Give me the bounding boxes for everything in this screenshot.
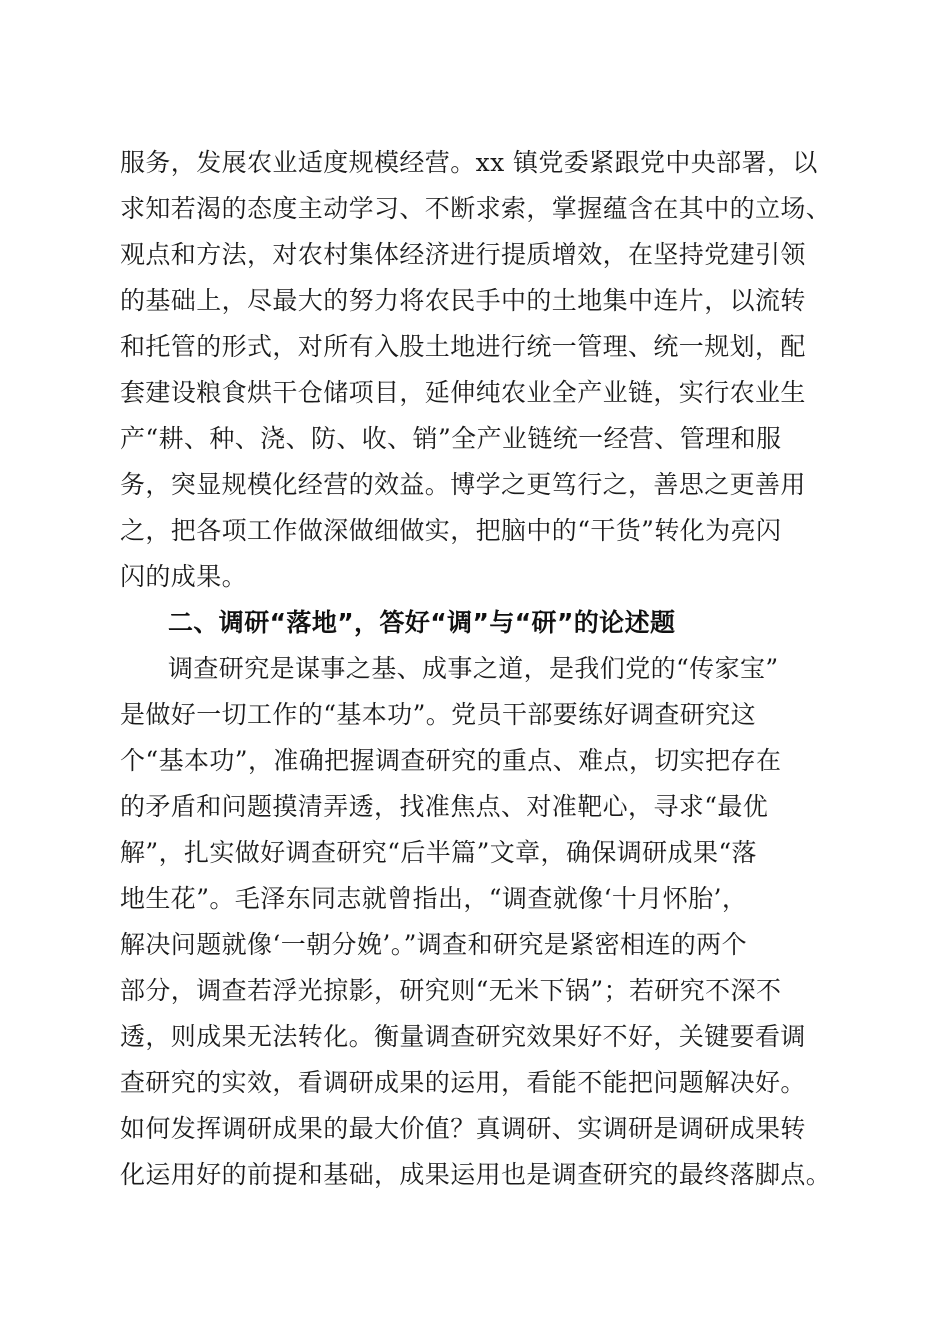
- paragraph-line: 套建设粮食烘干仓储项目，延伸纯农业全产业链，实行农业生: [120, 378, 806, 407]
- paragraph-line: 产“耕、种、浇、防、收、销”全产业链统一经营、管理和服: [120, 424, 782, 453]
- paragraph-line: 调查研究是谋事之基、成事之道，是我们党的“传家宝”: [168, 654, 779, 683]
- paragraph-line: 个“基本功”，准确把握调查研究的重点、难点，切实把存在: [120, 746, 782, 775]
- paragraph-line: 观点和方法，对农村集体经济进行提质增效，在坚持党建引领: [120, 240, 806, 269]
- paragraph-line: 透，则成果无法转化。衡量调查研究效果好不好，关键要看调: [120, 1022, 806, 1051]
- paragraph-line: 的矛盾和问题摸清弄透，找准焦点、对准靶心，寻求“最优: [120, 792, 769, 821]
- paragraph-line: 地生花”。毛泽东同志就曾指出，“调查就像‘十月怀胎’，: [120, 884, 748, 913]
- paragraph-line: 之，把各项工作做深做细做实，把脑中的“干货”转化为亮闪: [120, 516, 782, 545]
- paragraph-line: 服务，发展农业适度规模经营。xx 镇党委紧跟党中央部署，以: [120, 148, 818, 177]
- paragraph-line: 和托管的形式，对所有入股土地进行统一管理、统一规划，配: [120, 332, 806, 361]
- section-heading: 二、调研“落地”，答好“调”与“研”的论述题: [168, 608, 676, 637]
- paragraph-line: 务，突显规模化经营的效益。博学之更笃行之，善思之更善用: [120, 470, 806, 499]
- paragraph-line: 解”，扎实做好调查研究“后半篇”文章，确保调研成果“落: [120, 838, 757, 867]
- paragraph-line: 如何发挥调研成果的最大价值？真调研、实调研是调研成果转: [120, 1114, 806, 1143]
- paragraph-line: 是做好一切工作的“基本功”。党员干部要练好调查研究这: [120, 700, 756, 729]
- paragraph-line: 解决问题就像‘一朝分娩’。”调查和研究是紧密相连的两个: [120, 930, 747, 959]
- paragraph-line: 查研究的实效，看调研成果的运用，看能不能把问题解决好。: [120, 1068, 806, 1097]
- paragraph-line: 闪的成果。: [120, 562, 248, 591]
- paragraph-line: 的基础上，尽最大的努力将农民手中的土地集中连片，以流转: [120, 286, 806, 315]
- paragraph-line: 化运用好的前提和基础，成果运用也是调查研究的最终落脚点。: [120, 1160, 832, 1189]
- paragraph-line: 部分，调查若浮光掠影，研究则“无米下锅”；若研究不深不: [120, 976, 782, 1005]
- paragraph-line: 求知若渴的态度主动学习、不断求索，掌握蕴含在其中的立场、: [120, 194, 832, 223]
